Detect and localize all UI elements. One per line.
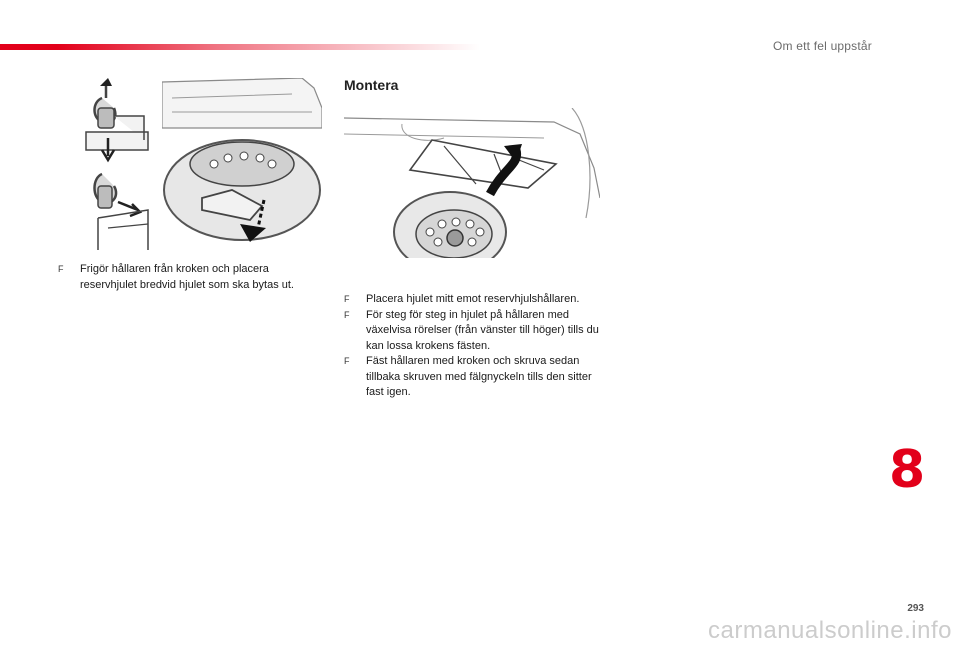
- section-heading: Montera: [344, 77, 399, 93]
- bullet-marker: F: [58, 264, 64, 274]
- bullet-marker: F: [344, 294, 350, 304]
- left-instruction-list: [58, 262, 328, 293]
- page-header-title: Om ett fel uppstår: [773, 39, 872, 53]
- bullet-marker: F: [344, 356, 350, 366]
- list-item: [344, 354, 604, 401]
- list-item: [344, 308, 604, 355]
- list-item-text: För steg för steg in hjulet på hållaren med växelvisa rörelser (från vänster till höger) tills du kan lossa krokens fästen.: [366, 308, 599, 352]
- spare-wheel-lowering-illustration: [162, 78, 322, 250]
- right-instruction-list: [344, 292, 604, 401]
- chapter-number: 8: [889, 440, 926, 500]
- watermark: carmanualsonline.info: [708, 617, 952, 644]
- list-item-text: Placera hjulet mitt emot reservhjulshållaren.: [366, 293, 580, 305]
- list-item: [344, 292, 604, 308]
- wheel-mounting-illustration: [344, 108, 600, 278]
- list-item: [58, 262, 328, 293]
- page-number: 293: [907, 603, 924, 614]
- list-item-text: Frigör hållaren från kroken och placera reservhjulet bredvid hjulet som ska bytas ut.: [80, 263, 294, 291]
- bullet-marker: F: [344, 309, 350, 320]
- list-item-text: Fäst hållaren med kroken och skruva sedan tillbaka skruven med fälgnyckeln tills den sitter fast igen.: [366, 355, 592, 398]
- hook-detail-illustration: [78, 78, 154, 250]
- header-accent-bar: [0, 44, 480, 50]
